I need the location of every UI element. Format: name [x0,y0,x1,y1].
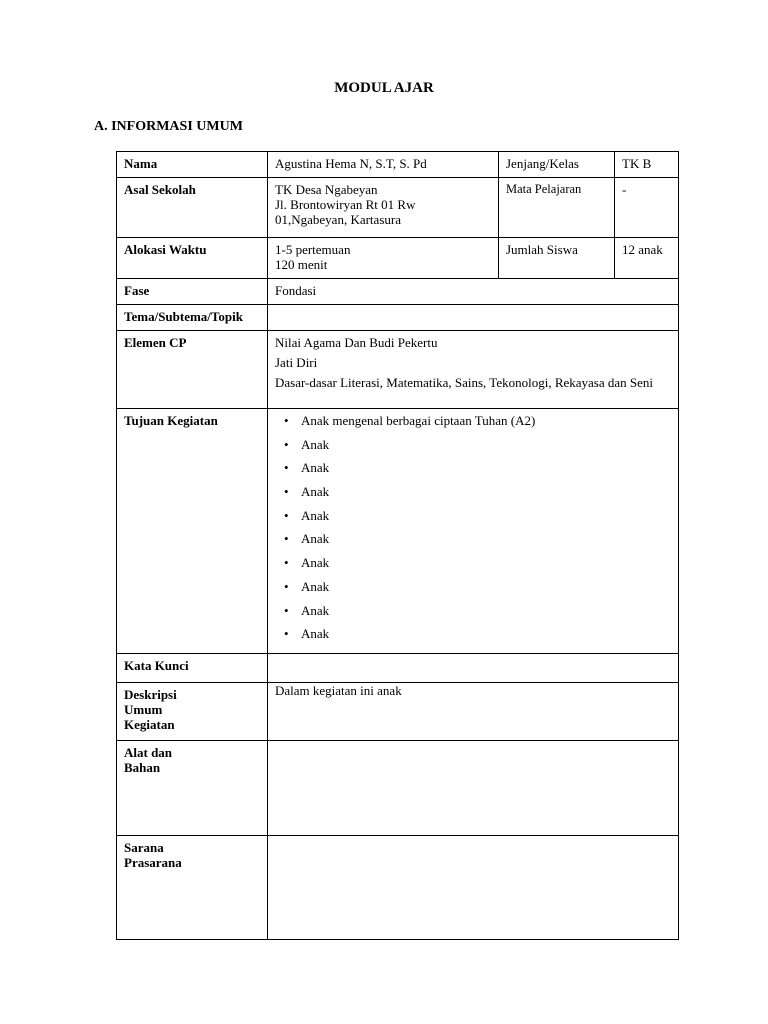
row-asal-sekolah [117,178,679,238]
value-tujuan-kegiatan [268,409,679,654]
list-item-text: Anak [301,507,330,523]
label-kata-kunci: Kata Kunci [117,653,268,682]
label-sarana-prasarana [117,835,268,939]
label-mata-pelajaran: Mata Pelajaran [499,178,615,238]
label-line: Bahan [124,759,161,775]
row-kata-kunci [117,653,679,682]
label-line: Sarana [124,839,164,855]
label-tema: Tema/Subtema/Topik [117,305,268,331]
label-alokasi-waktu: Alokasi Waktu [117,238,268,279]
deskripsi-text: Dalam kegiatan ini anak [275,682,402,698]
document-title: MODUL AJAR [334,80,434,96]
list-item-text: Anak [301,531,330,547]
list-item-text: Anak [301,578,330,594]
bullet-icon: • [284,578,289,594]
row-nama [117,152,679,178]
info-table [116,151,679,940]
label-asal-sekolah: Asal Sekolah [117,178,268,238]
list-item [275,508,671,532]
value-asal-sekolah [268,178,499,238]
list-item-text: Anak [301,602,330,618]
bullet-icon: • [284,507,289,523]
row-alat-bahan [117,740,679,835]
list-item-text: Anak [301,626,330,642]
asal-line: TK Desa Ngabeyan [275,182,378,197]
elemen-item: Dasar-dasar Literasi, Matematika, Sains, Tekonologi, Rekayasa dan Seni [275,375,654,390]
label-deskripsi [117,682,268,740]
alokasi-line: 1-5 pertemuan [275,242,351,257]
label-jenjang-kelas: Jenjang/Kelas [499,152,615,178]
elemen-item: Nilai Agama Dan Budi Pekertu [275,335,438,350]
label-nama: Nama [117,152,268,178]
label-line: Alat dan [124,744,173,760]
elemen-item: Jati Diri [275,355,318,370]
label-elemen-cp: Elemen CP [117,331,268,409]
label-fase: Fase [117,279,268,305]
list-item-text: Anak [301,436,330,452]
row-alokasi-waktu [117,238,679,279]
value-jenjang-kelas: TK B [615,152,679,178]
bullet-icon: • [284,531,289,547]
value-deskripsi [268,682,679,740]
row-elemen-cp [117,331,679,409]
value-mata-pelajaran: - [615,178,679,238]
list-item-text: Anak [301,484,330,500]
list-item [275,579,671,603]
list-item [275,413,671,437]
row-fase [117,279,679,305]
value-jumlah-siswa: 12 anak [615,238,679,279]
bullet-icon: • [284,626,289,642]
list-item-text: Anak mengenal berbagai ciptaan Tuhan (A2) [301,413,536,428]
list-item [275,460,671,484]
value-sarana-prasarana [268,835,679,939]
row-sarana-prasarana [117,835,679,939]
bullet-icon: • [284,484,289,500]
bullet-icon: • [284,436,289,452]
section-heading: A. INFORMASI UMUM [94,119,243,134]
asal-line: Jl. Brontowiryan Rt 01 Rw [275,197,416,212]
label-line: Prasarana [124,854,182,870]
list-item [275,531,671,555]
label-line: Deskripsi [124,686,177,702]
label-line: Kegiatan [124,716,175,732]
bullet-icon: • [284,602,289,618]
bullet-icon: • [284,460,289,476]
list-item [275,555,671,579]
bullet-icon: • [284,413,289,428]
asal-line: 01,Ngabeyan, Kartasura [275,212,401,227]
value-fase: Fondasi [268,279,679,305]
value-kata-kunci [268,653,679,682]
value-nama: Agustina Hema N, S.T, S. Pd [268,152,499,178]
list-item-text: Anak [301,555,330,571]
label-jumlah-siswa: Jumlah Siswa [499,238,615,279]
list-item [275,603,671,627]
list-item [275,626,671,650]
alokasi-line: 120 menit [275,257,328,272]
row-deskripsi [117,682,679,740]
value-elemen-cp [268,331,679,409]
value-alokasi-waktu [268,238,499,279]
list-item-text: Anak [301,460,330,476]
row-tema [117,305,679,331]
tujuan-list [275,413,671,650]
bullet-icon: • [284,555,289,571]
list-item [275,437,671,461]
list-item [275,484,671,508]
label-tujuan-kegiatan: Tujuan Kegiatan [117,409,268,654]
label-line: Umum [124,701,163,717]
value-tema [268,305,679,331]
label-alat-bahan [117,740,268,835]
value-alat-bahan [268,740,679,835]
row-tujuan-kegiatan [117,409,679,654]
